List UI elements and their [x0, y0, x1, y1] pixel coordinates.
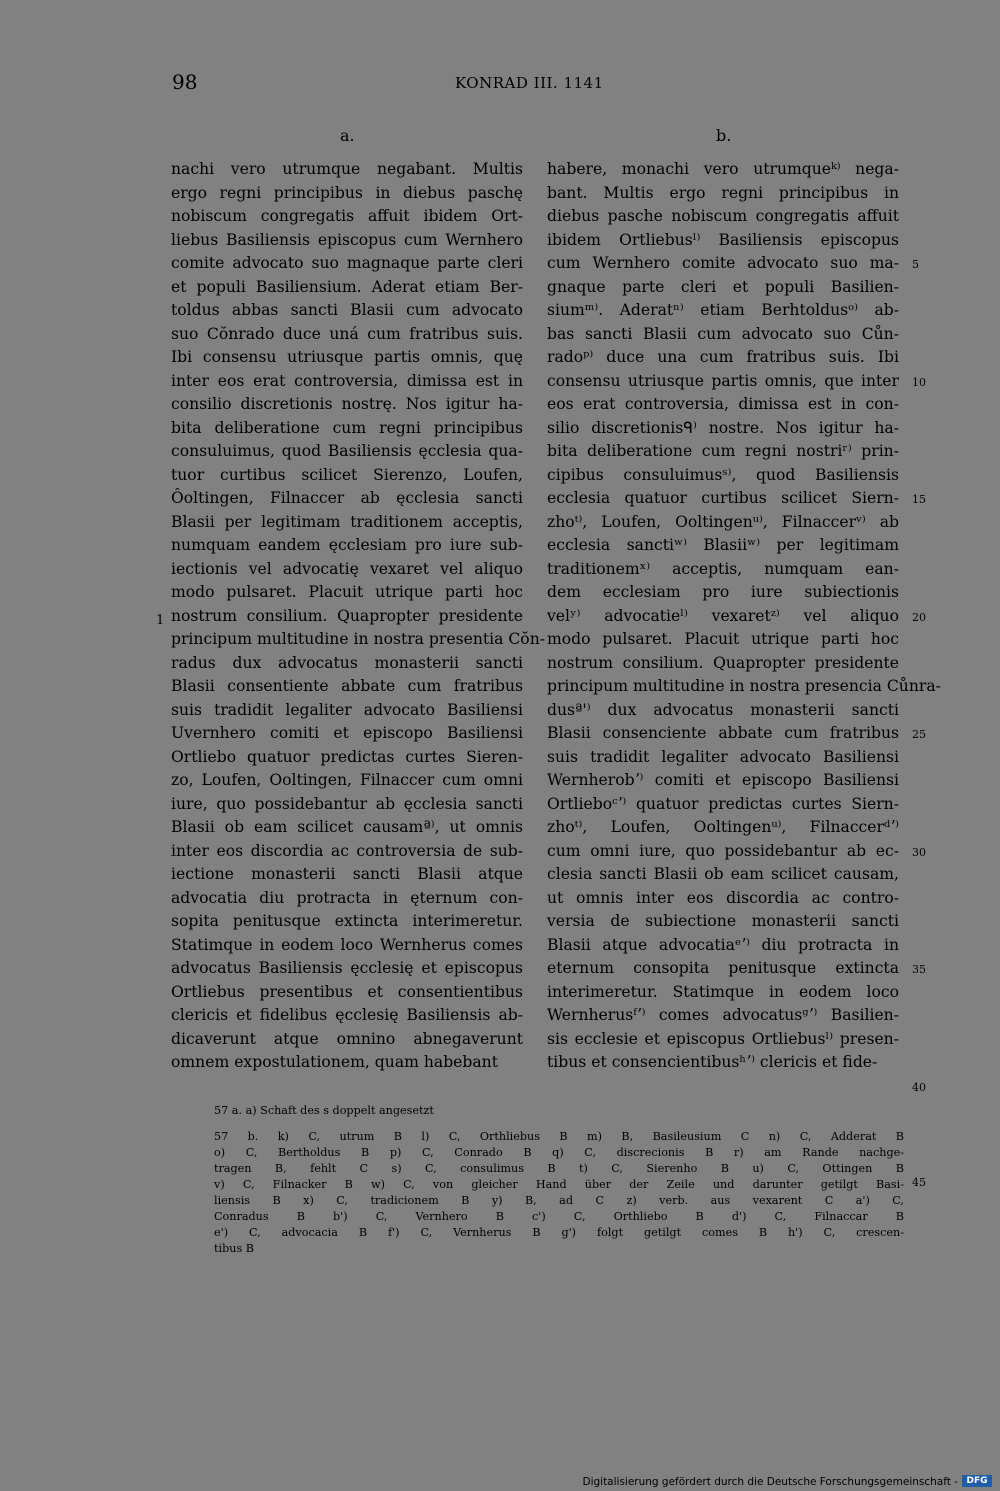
text-line: Blasii atque advocatiaᵉʼ⁾ diu protracta in	[547, 935, 899, 954]
text-line: diebus pasche nobiscum congregatis affuit	[547, 207, 899, 225]
text-line: bant. Multis ergo regni principibus in	[547, 183, 899, 202]
text-line: suis tradidit legaliter advocato Basiliensi	[171, 700, 523, 719]
text-line: nachi vero utrumque negabant. Multis	[171, 160, 523, 178]
text-line: tibus et consencientibusʰʼ⁾ clericis et fide-	[547, 1053, 878, 1071]
text-line: velʸ⁾ advocatieˡ⁾ vexaretᶻ⁾ vel aliquo	[547, 606, 899, 625]
text-line: ecclesia quatuor curtibus scilicet Siern-	[547, 489, 899, 507]
text-line: sopita penitusque extincta interimeretur.	[171, 912, 523, 930]
text-line: bita deliberatione cum regni principibus	[171, 418, 523, 437]
text-line: cipibus consuluimusˢ⁾, quod Basiliensis	[547, 465, 899, 484]
text-line: cum Wernhero comite advocato suo ma-	[547, 254, 899, 272]
text-line: advocatia diu protracta in ęternum con-	[171, 888, 523, 907]
text-line: zhoᵗ⁾, Loufen, Ooltingenᵘ⁾, Filnaccerᵈʼ⁾	[547, 818, 899, 836]
text-line: clericis et fidelibus ęcclesię Basiliensis ab-	[171, 1006, 523, 1024]
text-line: liebus Basiliensis episcopus cum Wernhero	[171, 230, 523, 249]
text-line: radus dux advocatus monasterii sancti	[171, 653, 523, 672]
text-line: silio discretionisᑫ⁾ nostre. Nos igitur ha-	[547, 418, 899, 437]
text-line: eternum consopita penitusque extincta	[547, 959, 899, 977]
line-number: 20	[912, 610, 926, 624]
footnote-line: e') C, advocacia B f') C, Vernherus B g') folgt getilgt comes B h') C, crescen-	[214, 1226, 904, 1239]
text-line: iure, quo possidebantur ab ęcclesia sancti	[171, 794, 523, 813]
footnote-line: o) C, Bertholdus B p) C, Conrado B q) C, discrecionis B r) am Rande nachge-	[214, 1146, 904, 1159]
text-line: habere, monachi vero utrumqueᵏ⁾ nega-	[547, 160, 899, 178]
text-line: Blasii ob eam scilicet causamª⁾, ut omnis	[171, 818, 523, 836]
line-number: 40	[912, 1080, 926, 1094]
text-line: zhoᵗ⁾, Loufen, Ooltingenᵘ⁾, Filnaccerᵛ⁾ ab	[547, 512, 899, 531]
text-line: Wernherobʼ⁾ comiti et episcopo Basiliensi	[547, 771, 899, 789]
text-line: sis ecclesie et episcopus Ortliebusˡ⁾ presen-	[547, 1029, 899, 1048]
text-line: cum omni iure, quo possidebantur ab ec-	[547, 841, 899, 860]
text-line: consuluimus, quod Basiliensis ęcclesia qua-	[171, 442, 523, 460]
margin-mark: 1	[156, 613, 165, 628]
column-a-text	[171, 158, 546, 1075]
text-line: modo pulsaret. Placuit utrique parti hoc	[171, 583, 523, 601]
text-line: Wernherusᶠʼ⁾ comes advocatusᵍʼ⁾ Basilien-	[547, 1006, 899, 1024]
text-line: dem ecclesiam pro iure subiectionis	[547, 583, 899, 601]
footnote-line: tibus B	[214, 1242, 254, 1255]
text-line: ergo regni principibus in diebus paschę	[171, 183, 523, 202]
text-line: nostrum consilium. Quapropter presidente	[171, 606, 523, 625]
text-line: Blasii per legitimam traditionem acceptis,	[171, 512, 523, 531]
line-number: 35	[912, 963, 926, 976]
text-line: ibidem Ortliebusˡ⁾ Basiliensis episcopus	[547, 230, 899, 249]
footnotes	[214, 1103, 904, 1257]
footnote-line-number: 45	[912, 1176, 926, 1189]
text-line: Ortliebus presentibus et consentientibus	[171, 982, 523, 1001]
line-number: 10	[912, 375, 926, 389]
text-line: comite advocato suo magnaque parte cleri	[171, 254, 523, 272]
text-line: ecclesia sanctiʷ⁾ Blasiiʷ⁾ per legitimam	[547, 536, 899, 554]
text-line: et populi Basiliensium. Aderat etiam Ber-	[171, 277, 523, 296]
text-line: gnaque parte cleri et populi Basilien-	[547, 277, 899, 296]
text-line: suo Cŏnrado duce uná cum fratribus suis.	[171, 324, 523, 343]
page-number: 98	[172, 70, 198, 94]
footnote-gap	[214, 1119, 904, 1129]
line-number: 15	[912, 493, 926, 506]
text-line: radoᵖ⁾ duce una cum fratribus suis. Ibi	[547, 348, 899, 366]
text-line: Ortliebo quatuor predictas curtes Sieren-	[171, 747, 523, 766]
footnote-line: tragen B, fehlt C s) C, consulimus B t) C, Sierenho B u) C, Ottingen B	[214, 1162, 904, 1175]
text-line: clesia sancti Blasii ob eam scilicet causam,	[547, 865, 899, 883]
running-title: KONRAD III. 1141	[455, 74, 604, 92]
text-line: bas sancti Blasii cum advocato suo Cůn-	[547, 324, 899, 343]
text-line: siumᵐ⁾. Aderatⁿ⁾ etiam Berhtoldusᵒ⁾ ab-	[547, 301, 899, 319]
text-line: modo pulsaret. Placuit utrique parti hoc	[547, 630, 899, 648]
text-line: consilio discretionis nostrę. Nos igitur ha-	[171, 395, 523, 413]
text-line: bita deliberatione cum regni nostriʳ⁾ prin-	[547, 442, 899, 460]
footnote-line: Conradus B b') C, Vernhero B c') C, Orthliebo B d') C, Filnaccar B	[214, 1210, 904, 1223]
text-line: Ôoltingen, Filnaccer ab ęcclesia sancti	[171, 489, 523, 507]
text-line: omnem expostulationem, quam habebant	[171, 1053, 498, 1071]
text-line: interimeretur. Statimque in eodem loco	[547, 982, 899, 1001]
text-line: nobiscum congregatis affuit ibidem Ort-	[171, 207, 523, 225]
footnote-line: 57 b. k) C, utrum B l) C, Orthliebus B m) B, Basileusium C n) C, Adderat B	[214, 1130, 904, 1143]
text-line: ut omnis inter eos discordia ac contro-	[547, 888, 899, 907]
text-line: advocatus Basiliensis ęcclesię et episcopus	[171, 959, 523, 977]
dfg-logo: DFG	[962, 1475, 992, 1487]
text-line: Statimque in eodem loco Wernherus comes	[171, 935, 523, 954]
text-line: dusª'⁾ dux advocatus monasterii sancti	[547, 700, 899, 719]
line-number: 5	[912, 258, 919, 271]
text-line: suis tradidit legaliter advocato Basiliensi	[547, 747, 899, 766]
text-line: traditionemˣ⁾ acceptis, numquam ean-	[547, 559, 899, 578]
line-number: 25	[912, 728, 926, 741]
text-line: toldus abbas sancti Blasii cum advocato	[171, 301, 523, 319]
text-line: Ibi consensu utriusque partis omnis, quę	[171, 348, 523, 366]
text-line: consensu utriusque partis omnis, que inter	[547, 371, 899, 390]
footnote-line: 57 a. a) Schaft des s doppelt angesetzt	[214, 1104, 434, 1117]
column-b-label: b.	[716, 126, 732, 145]
funding-note: Digitalisierung gefördert durch die Deutsche Forschungsgemeinschaft -	[582, 1476, 958, 1488]
text-line: numquam eandem ęcclesiam pro iure sub-	[171, 536, 523, 554]
text-line: Blasii consentiente abbate cum fratribus	[171, 677, 523, 695]
footnote-line: v) C, Filnacker B w) C, von gleicher Hand über der Zeile und darunter getilgt Basi-	[214, 1178, 904, 1191]
text-line: iectionis vel advocatię vexaret vel aliquo	[171, 559, 523, 578]
text-line: tuor curtibus scilicet Sierenzo, Loufen,	[171, 465, 523, 484]
text-line: versia de subiectione monasterii sancti	[547, 912, 899, 930]
text-line: Uvernhero comiti et episcopo Basiliensi	[171, 724, 523, 742]
text-line: inter eos discordia ac controversia de sub-	[171, 841, 523, 860]
text-line: nostrum consilium. Quapropter presidente	[547, 653, 899, 672]
text-line: Blasii consenciente abbate cum fratribus	[547, 724, 899, 742]
line-number: 30	[912, 845, 926, 859]
text-line: inter eos erat controversia, dimissa est in	[171, 371, 523, 390]
column-a-label: a.	[340, 126, 355, 145]
text-line: principum multitudine in nostra presentia Cŏn-	[171, 630, 546, 648]
text-line: iectione monasterii sancti Blasii atque	[171, 865, 523, 883]
text-line: principum multitudine in nostra presencia Cůnra-	[547, 677, 941, 695]
text-line: zo, Loufen, Ooltingen, Filnaccer cum omni	[171, 771, 523, 789]
footnote-line: liensis B x) C, tradicionem B y) B, ad C z) verb. aus vexarent C a') C,	[214, 1194, 904, 1207]
text-line: dicaverunt atque omnino abnegaverunt	[171, 1029, 523, 1048]
text-line: eos erat controversia, dimissa est in con-	[547, 395, 899, 413]
text-line: Ortlieboᶜʼ⁾ quatuor predictas curtes Siern-	[547, 794, 899, 813]
